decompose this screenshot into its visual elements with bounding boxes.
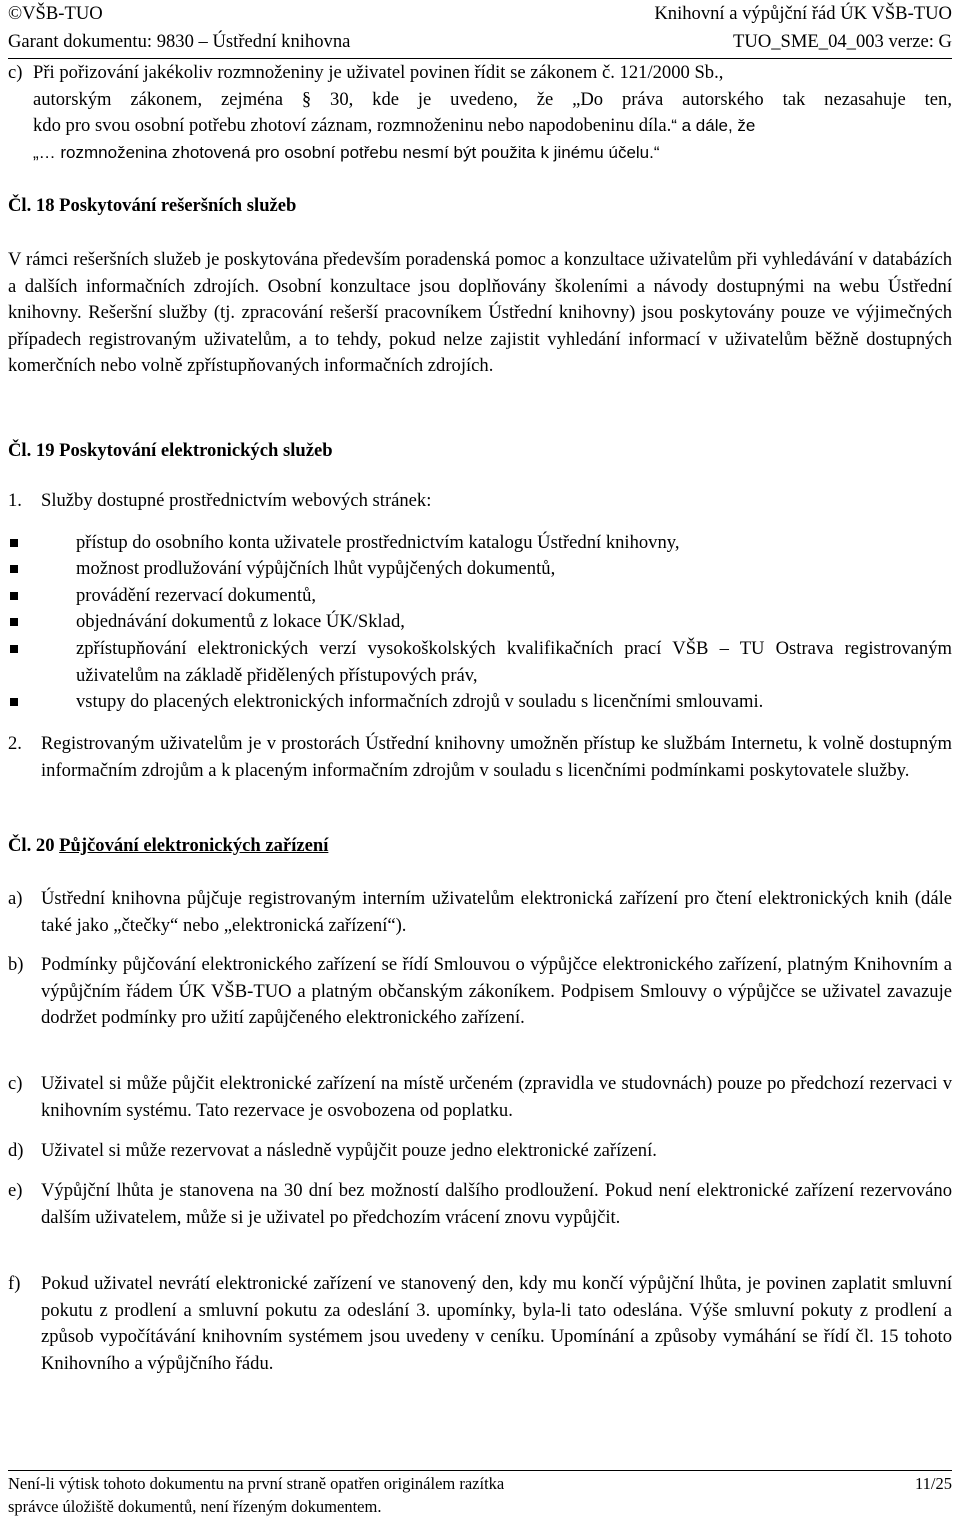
- list-item: [8, 689, 952, 716]
- document-guarantor: Garant dokumentu: 9830 – Ústřední knihovna: [8, 31, 351, 52]
- item-label: e): [8, 1180, 23, 1201]
- bullet-square-icon: [10, 645, 18, 653]
- item-label: d): [8, 1140, 24, 1161]
- article-19-heading: Čl. 19 Poskytování elektronických služeb: [8, 440, 333, 461]
- article-20-heading-prefix: Čl. 20: [8, 835, 55, 856]
- document-code: TUO_SME_04_003 verze: G: [733, 31, 952, 52]
- article-20-item-b: [8, 952, 952, 1032]
- footer-stamp-note: Není-li výtisk tohoto dokumentu na první straně opatřen originálem razítka: [8, 1474, 505, 1493]
- article-19-item-1-text: Služby dostupné prostřednictvím webových stránek:: [41, 490, 432, 511]
- article-19-item-2: [8, 731, 952, 784]
- document-title: Knihovní a výpůjční řád ÚK VŠB-TUO: [654, 3, 952, 24]
- bullet-square-icon: [10, 618, 18, 626]
- list-item: [8, 583, 952, 610]
- footer-row-1: [8, 1473, 952, 1495]
- bullet-square-icon: [10, 592, 18, 600]
- article-18-body: V rámci rešeršních služeb je poskytována především poradenská pomoc a konzultace uživatelům při vyhledávání v databázích a dalších informačních zdrojích. Osobní konzultace jsou doplňovány školeními a návody dostupnými na webu Ústřední knihovny. Rešeršní služby (tj. zpracování rešerší pracovníkem Ústřední knihovny) jsou poskytovány pouze ve výjimečných případech registrovaným uživatelům, a to tehdy, pokud nelze zajistit vyhledání informací v uživatelům běžně dostupných komerčních nebo volně zpřístupňovaných informačních zdrojích.: [8, 249, 952, 377]
- item-text: Podmínky půjčování elektronického zařízení se řídí Smlouvou o výpůjčce elektronického zařízení, platným Knihovním a výpůjčním řádem ÚK VŠB-TUO a platným občanským zákoníkem. Podpisem Smlouvy o výpůjčce se uživatel zavazuje dodržet podmínky pro užití zapůjčeného elektronického zařízení.: [41, 954, 952, 1029]
- bullet-text: zpřístupňování elektronických verzí vysokoškolských kvalifikačních prací VŠB – TU Ostrava registrovaným uživatelům na základě přidělených přístupových práv,: [76, 638, 952, 686]
- item-label: c): [8, 1073, 23, 1094]
- article-20-item-f: [8, 1271, 952, 1377]
- bullet-text: provádění rezervací dokumentů,: [76, 585, 317, 606]
- intro-line-3-serif: kdo pro svou osobní potřebu zhotoví záznam, rozmnoženinu nebo napodobeninu díla.: [33, 115, 672, 137]
- header-row-2: [8, 31, 952, 53]
- article-20-item-e: [8, 1178, 952, 1231]
- article-20-heading-text: Půjčování elektronických zařízení: [59, 835, 329, 856]
- bullet-square-icon: [10, 565, 18, 573]
- intro-line-1: Při pořizování jakékoliv rozmnoženiny je uživatel povinen řídit se zákonem č. 121/2000 Sb.,: [33, 62, 724, 83]
- intro-line-4: „… rozmnoženina zhotovená pro osobní potřebu nesmí být použita k jinému účelu.“: [33, 142, 660, 162]
- article-19-item-1-label: 1.: [8, 490, 22, 511]
- item-text: Pokud uživatel nevrátí elektronické zařízení ve stanovený den, kdy mu končí výpůjční lhůta, je povinen zaplatit smluvní pokutu z prodlení a smluvní pokutu za odeslání 3. upomínky, byla-li tato odeslána. Výše smluvní pokuty z prodlení a způsob vypočítávání knihovním systémem jsou uvedeny v ceníku. Upomínání a způsoby vymáhání se řídí čl. 15 tohoto Knihovního a výpůjčního řádu.: [41, 1273, 952, 1374]
- article-20-item-a: [8, 886, 952, 939]
- intro-line-3-sans: “ a dále, že: [671, 116, 756, 136]
- article-20-item-c: [8, 1071, 952, 1124]
- page-number: 11/25: [915, 1474, 952, 1493]
- bullet-square-icon: [10, 539, 18, 547]
- article-18-heading: Čl. 18 Poskytování rešeršních služeb: [8, 195, 297, 216]
- footer-storage-note: správce úložiště dokumentů, není řízeným dokumentem.: [8, 1497, 382, 1516]
- article-20-item-d: [8, 1138, 952, 1165]
- bullet-text: objednávání dokumentů z lokace ÚK/Sklad,: [76, 611, 405, 632]
- article-19-item-2-text: Registrovaným uživatelům je v prostorách Ústřední knihovny umožněn přístup ke službám Internetu, k volně dostupným informačním zdrojům a k placeným informačním zdrojům v souladu s licenčními podmínkami poskytovatele služby.: [41, 733, 952, 781]
- article-19-item-2-label: 2.: [8, 733, 22, 754]
- article-19-item-1: [8, 488, 952, 515]
- item-text: Uživatel si může rezervovat a následně vypůjčit pouze jedno elektronické zařízení.: [41, 1140, 657, 1161]
- article-20-heading: [8, 833, 328, 859]
- item-label: a): [8, 888, 23, 909]
- bullet-text: vstupy do placených elektronických informačních zdrojů v souladu s licenčními smlouvami.: [76, 691, 764, 712]
- bullet-text: přístup do osobního konta uživatele prostřednictvím katalogu Ústřední knihovny,: [76, 532, 680, 553]
- item-label: b): [8, 954, 24, 975]
- list-item: [8, 530, 952, 557]
- bullet-text: možnost prodlužování výpůjčních lhůt vypůjčených dokumentů,: [76, 558, 556, 579]
- intro-line-3: [33, 113, 952, 140]
- list-item: [8, 556, 952, 583]
- item-text: Ústřední knihovna půjčuje registrovaným interním uživatelům elektronická zařízení pro čtení elektronických knih (dále také jako „čtečky“ nebo „elektronická zařízení“).: [41, 888, 952, 936]
- list-item: [8, 636, 952, 689]
- intro-paragraph: [8, 60, 952, 166]
- header-row-1: [8, 3, 952, 25]
- bullet-square-icon: [10, 698, 18, 706]
- item-text: Uživatel si může půjčit elektronické zařízení na místě určeném (zpravidla ve studovnách) pouze po předchozí rezervaci v knihovním systému. Tato rezervace je osvobozena od poplatku.: [41, 1073, 952, 1121]
- header-divider: [8, 58, 952, 59]
- intro-line-2: autorským zákonem, zejména § 30, kde je uvedeno, že „Do práva autorského tak nezasahuje ten,: [33, 88, 952, 110]
- copyright: ©VŠB-TUO: [8, 3, 103, 24]
- intro-label: c): [8, 62, 23, 83]
- item-text: Výpůjční lhůta je stanovena na 30 dní bez možností dalšího prodloužení. Pokud není elektronické zařízení rezervováno dalším uživatelem, může si je uživatel po předchozím vrácení znovu vypůjčit.: [41, 1180, 952, 1228]
- item-label: f): [8, 1273, 21, 1294]
- footer-divider: [8, 1470, 952, 1471]
- list-item: [8, 609, 952, 636]
